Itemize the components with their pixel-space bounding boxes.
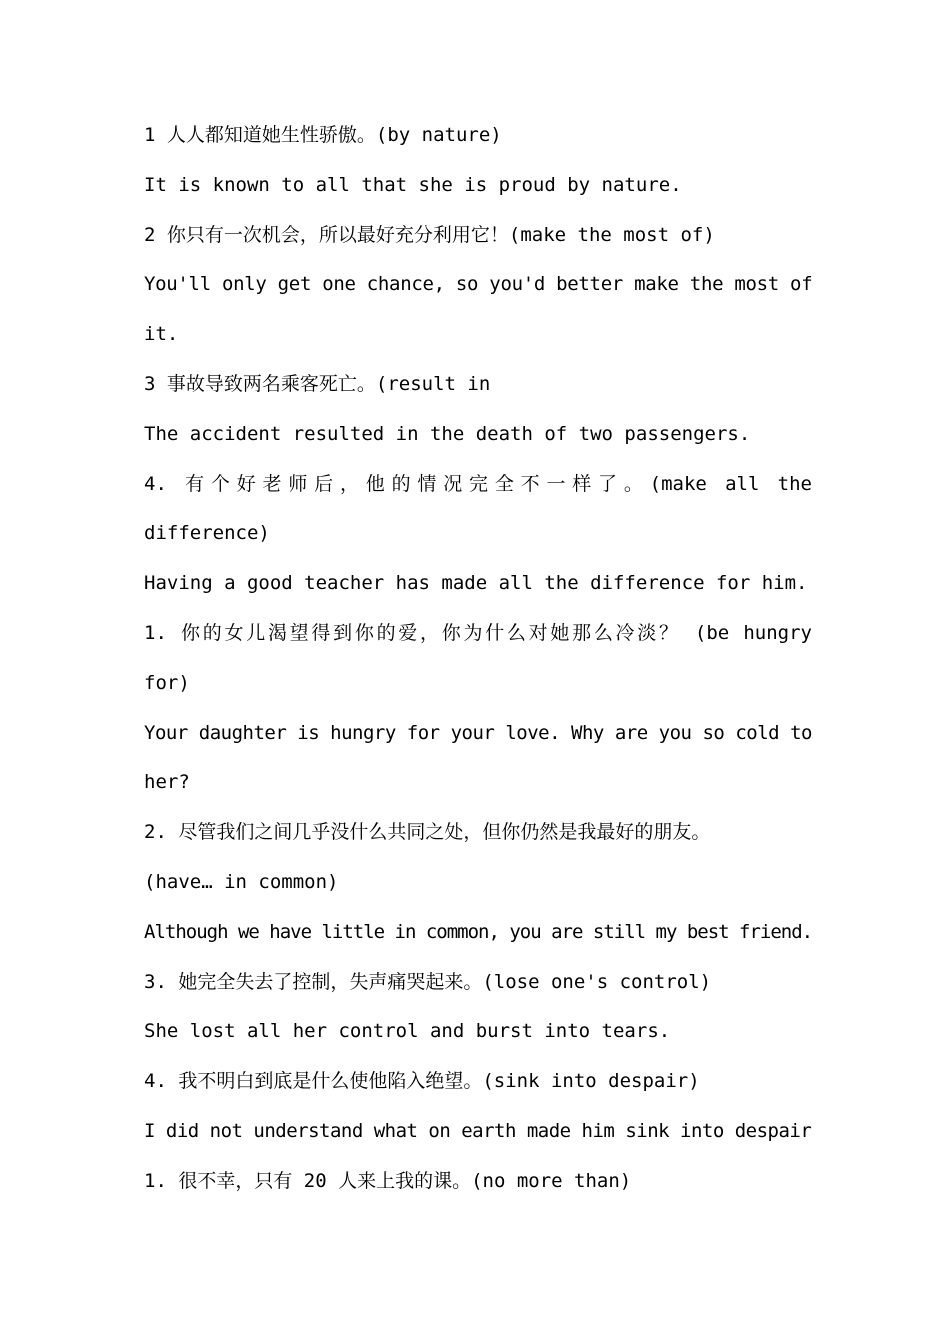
sentence-english-continued: it.: [144, 323, 179, 346]
sentence-chinese: 3. 她完全失去了控制，失声痛哭起来。(lose one's control): [144, 970, 712, 993]
sentence-english: I did not understand what on earth made him sink into despair: [144, 1119, 812, 1142]
sentence-chinese: 1 人人都知道她生性骄傲。(by nature): [144, 124, 502, 146]
sentence-english: Having a good teacher has made all the difference for him.: [144, 572, 808, 595]
sentence-chinese-continued: for): [144, 671, 190, 694]
sentence-english: It is known to all that she is proud by nature.: [144, 173, 682, 196]
sentence-chinese-continued: difference): [144, 522, 270, 545]
sentence-chinese: 1. 你的女儿渴望得到你的爱，你为什么对她那么冷淡？ (be hungry: [144, 621, 812, 644]
sentence-english: She lost all her control and burst into tears.: [144, 1020, 671, 1043]
document-body: [144, 111, 812, 1207]
sentence-english: You'll only get one chance, so you'd better make the most of: [144, 273, 813, 296]
sentence-english: The accident resulted in the death of two passengers.: [144, 422, 751, 445]
sentence-english: Your daughter is hungry for your love. Why are you so cold to: [144, 721, 812, 744]
sentence-english: Although we have little in common, you are still my best friend.: [144, 920, 813, 943]
sentence-chinese: 2. 尽管我们之间几乎没什么共同之处，但你仍然是我最好的朋友。: [144, 821, 711, 844]
sentence-english-continued: her?: [144, 771, 190, 794]
sentence-chinese: 3 事故导致两名乘客死亡。(result in: [144, 372, 491, 395]
sentence-chinese-continued: (have… in common): [144, 870, 339, 893]
sentence-chinese: 1. 很不幸，只有 20 人来上我的课。(no more than): [144, 1169, 632, 1192]
sentence-chinese: 4. 有个好老师后，他的情况完全不一样了。(make all the: [144, 472, 812, 495]
sentence-chinese: 4. 我不明白到底是什么使他陷入绝望。(sink into despair): [144, 1070, 700, 1093]
sentence-chinese: 2 你只有一次机会，所以最好充分利用它！(make the most of): [144, 223, 715, 246]
